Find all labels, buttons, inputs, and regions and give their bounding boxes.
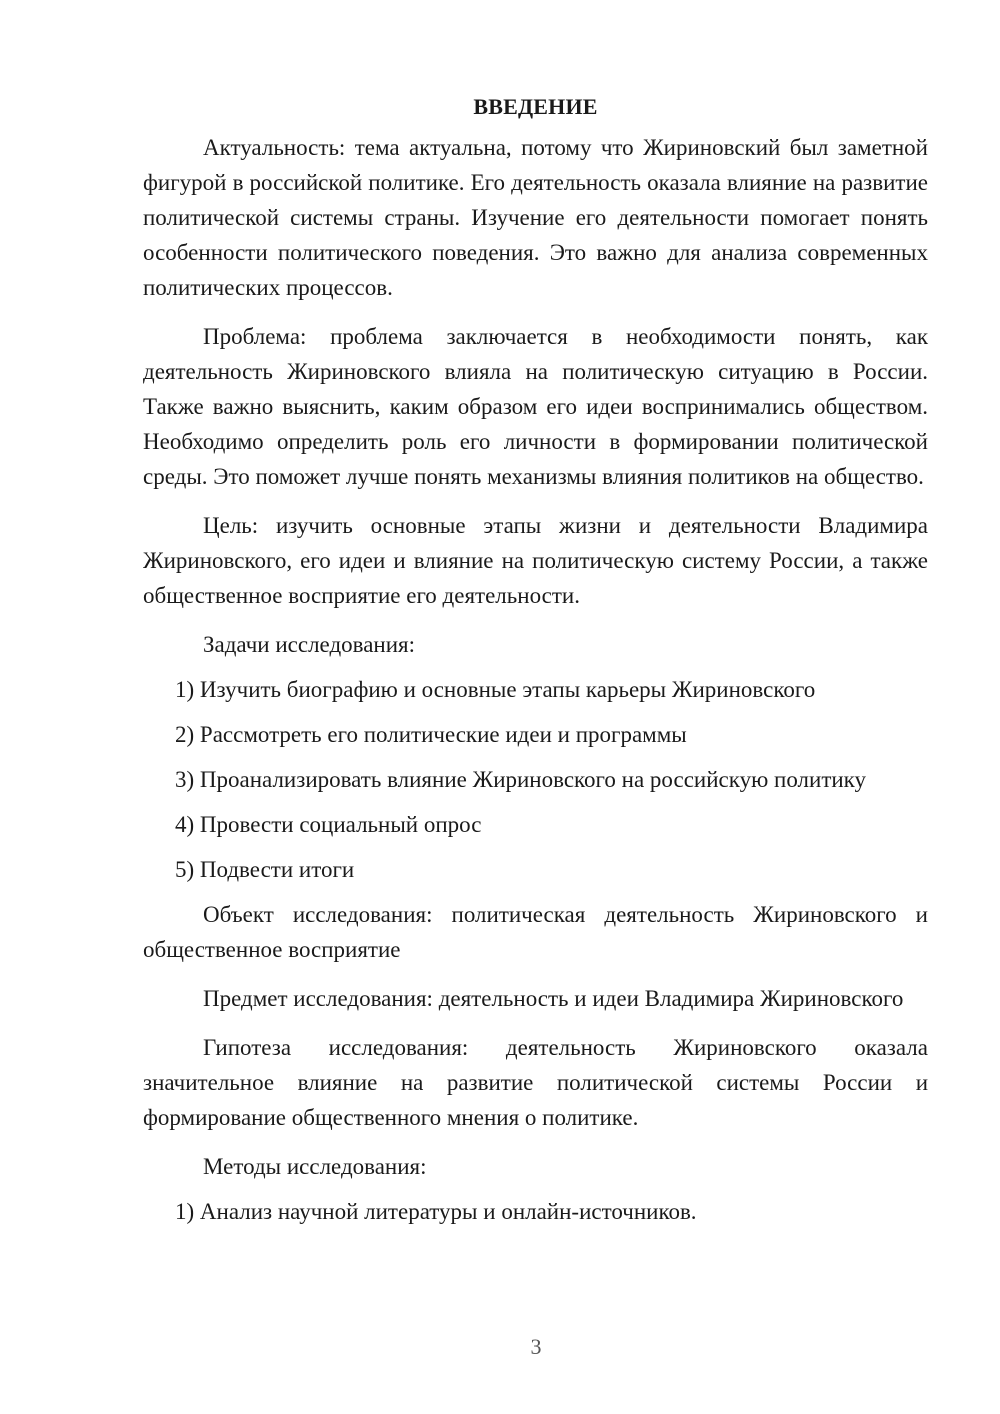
object-paragraph: Объект исследования: политическая деятельность Жириновского и общественное восприятие [143,902,928,962]
tasks-heading: Задачи исследования: [203,632,416,657]
list-item: 5) Подвести итоги [175,857,355,882]
methods-list [143,1194,928,1229]
tasks-list [143,672,928,887]
list-item: 2) Рассмотреть его политические идеи и программы [175,722,687,747]
page-number: 3 [530,1334,542,1359]
relevance-paragraph: Актуальность: тема актуальна, потому что Жириновский был заметной фигурой в российской политике. Его деятельность оказала влияние на развитие политической системы страны. Изучение его деятельности помогает понять особенности политического поведения. Это важно для анализа современных политических процессов. [143,135,928,300]
list-item: 1) Анализ научной литературы и онлайн-источников. [175,1199,697,1224]
methods-heading: Методы исследования: [203,1154,427,1179]
list-item: 1) Изучить биографию и основные этапы карьеры Жириновского [175,677,816,702]
problem-paragraph: Проблема: проблема заключается в необходимости понять, как деятельность Жириновского влияла на политическую ситуацию в России. Также важно выяснить, каким образом его идеи воспринимались обществом. Необходимо определить роль его личности в формировании политической среды. Это поможет лучше понять механизмы влияния политиков на общество. [143,324,928,489]
page-content [143,92,928,1239]
section-title: ВВЕДЕНИЕ [473,94,598,119]
list-item: 3) Проанализировать влияние Жириновского на российскую политику [175,767,867,792]
goal-paragraph: Цель: изучить основные этапы жизни и деятельности Владимира Жириновского, его идеи и влияние на политическую систему России, а также общественное восприятие его деятельности. [143,513,928,608]
subject-paragraph: Предмет исследования: деятельность и идеи Владимира Жириновского [203,986,904,1011]
list-item: 4) Провести социальный опрос [175,812,482,837]
hypothesis-paragraph: Гипотеза исследования: деятельность Жириновского оказала значительное влияние на развитие политической системы России и формирование общественного мнения о политике. [143,1035,928,1130]
